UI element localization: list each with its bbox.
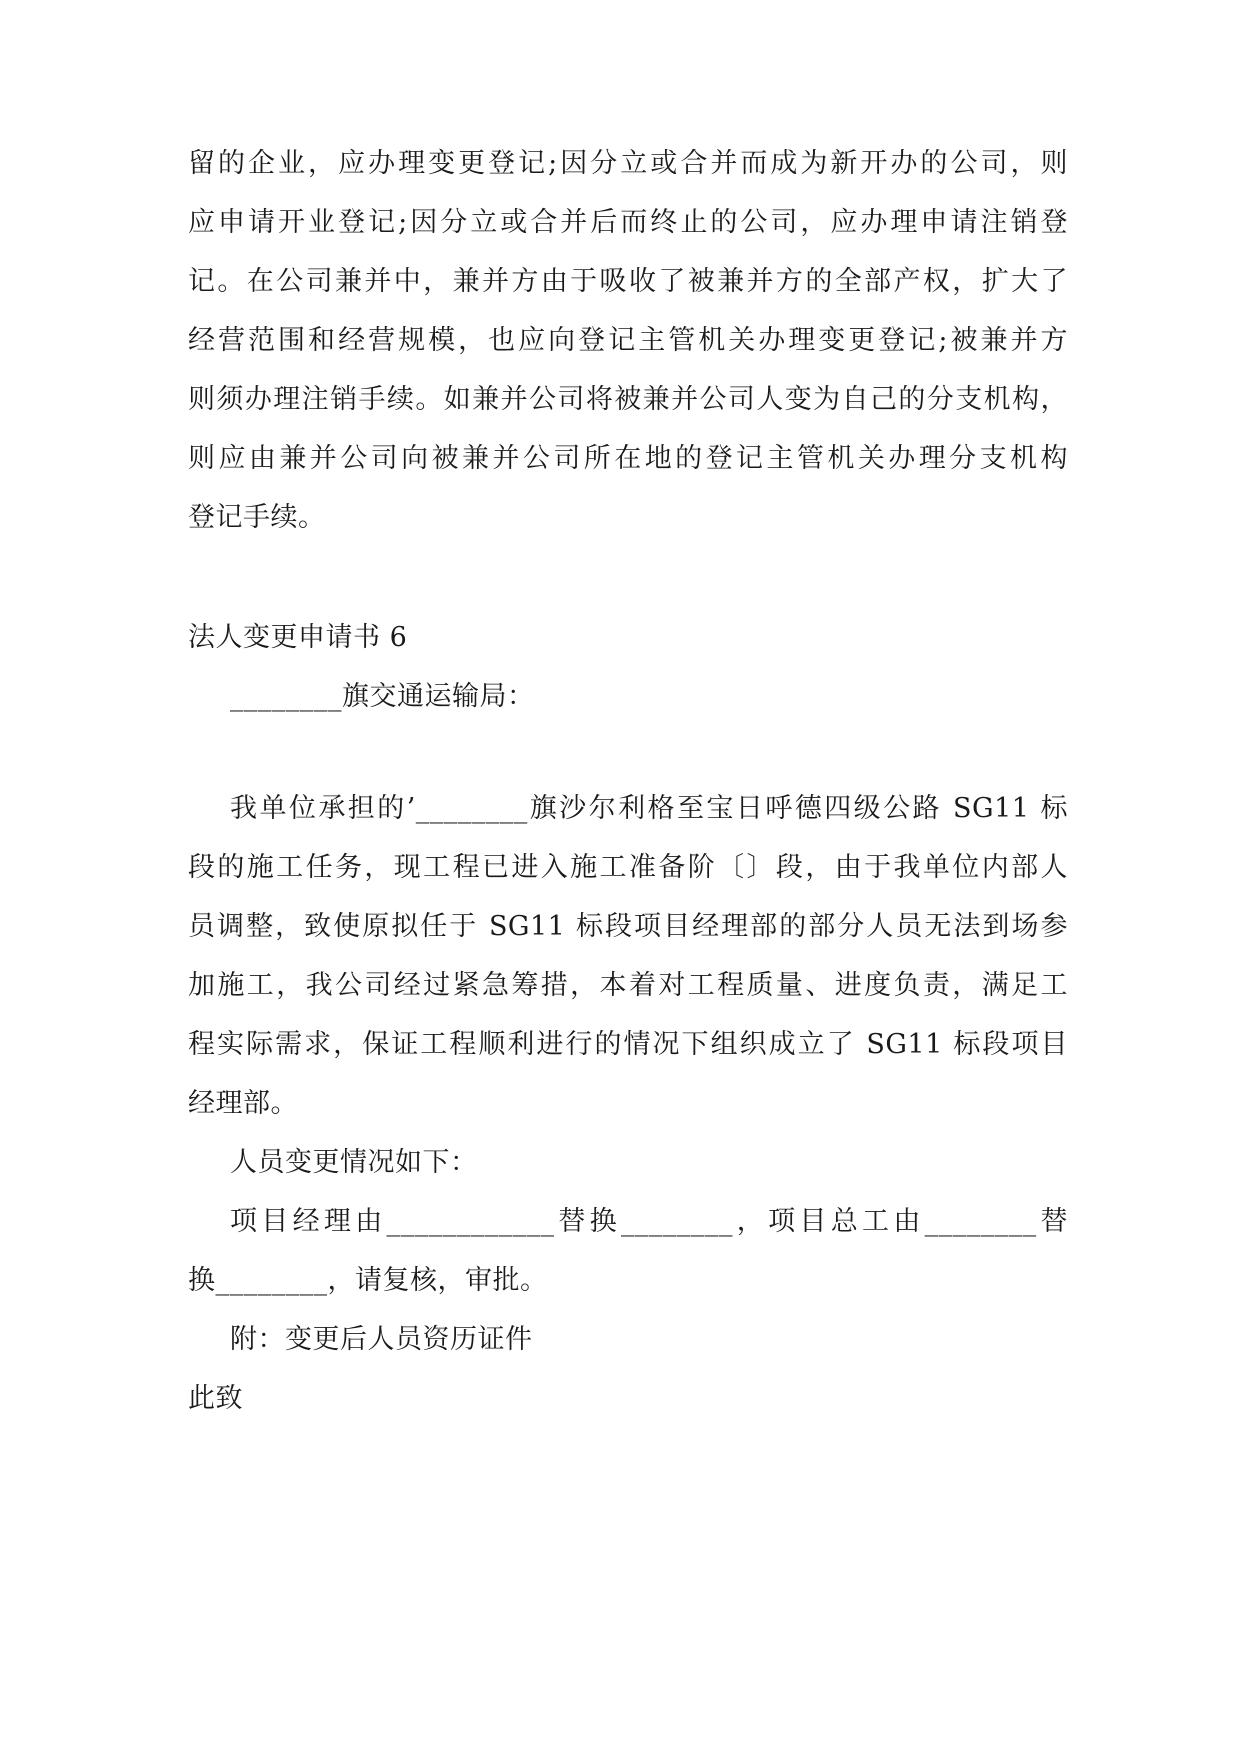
changes-line-1: 项目经理由____________替换________，项目总工由________替 bbox=[230, 1206, 1068, 1237]
paragraph-2-line-3: 员调整，致使原拟任于 SG11 标段项目经理部的部分人员无法到场参 bbox=[188, 911, 1068, 942]
changes-intro: 人员变更情况如下： bbox=[230, 1147, 478, 1178]
paragraph-1-line-2: 应申请开业登记;因分立或合并后而终止的公司，应办理申请注销登 bbox=[188, 207, 1068, 238]
changes-line-2: 换________，请复核，审批。 bbox=[188, 1265, 548, 1296]
paragraph-1-line-1: 留的企业，应办理变更登记;因分立或合并而成为新开办的公司，则 bbox=[188, 148, 1068, 179]
paragraph-1-line-6: 则应由兼并公司向被兼并公司所在地的登记主管机关办理分支机构 bbox=[188, 443, 1068, 474]
paragraph-1-line-5: 则须办理注销手续。如兼并公司将被兼并公司人变为自己的分支机构， bbox=[188, 384, 1068, 415]
attachment-note: 附：变更后人员资历证件 bbox=[230, 1324, 533, 1355]
paragraph-2-line-6: 经理部。 bbox=[188, 1088, 298, 1119]
salutation: ________旗交通运输局： bbox=[230, 681, 535, 712]
closing-salutation: 此致 bbox=[188, 1383, 243, 1414]
document-heading: 法人变更申请书 6 bbox=[188, 622, 408, 653]
paragraph-1-line-4: 经营范围和经营规模，也应向登记主管机关办理变更登记;被兼并方 bbox=[188, 325, 1068, 356]
paragraph-1-line-7: 登记手续。 bbox=[188, 502, 326, 533]
paragraph-2-line-2: 段的施工任务，现工程已进入施工准备阶〔〕段，由于我单位内部人 bbox=[188, 852, 1068, 883]
paragraph-2-line-5: 程实际需求，保证工程顺利进行的情况下组织成立了 SG11 标段项目 bbox=[188, 1029, 1068, 1060]
paragraph-2-line-4: 加施工，我公司经过紧急筹措，本着对工程质量、进度负责，满足工 bbox=[188, 970, 1068, 1001]
paragraph-1-line-3: 记。在公司兼并中，兼并方由于吸收了被兼并方的全部产权，扩大了 bbox=[188, 266, 1068, 297]
paragraph-2-line-1: 我单位承担的’________旗沙尔利格至宝日呼德四级公路 SG11 标 bbox=[230, 793, 1068, 824]
